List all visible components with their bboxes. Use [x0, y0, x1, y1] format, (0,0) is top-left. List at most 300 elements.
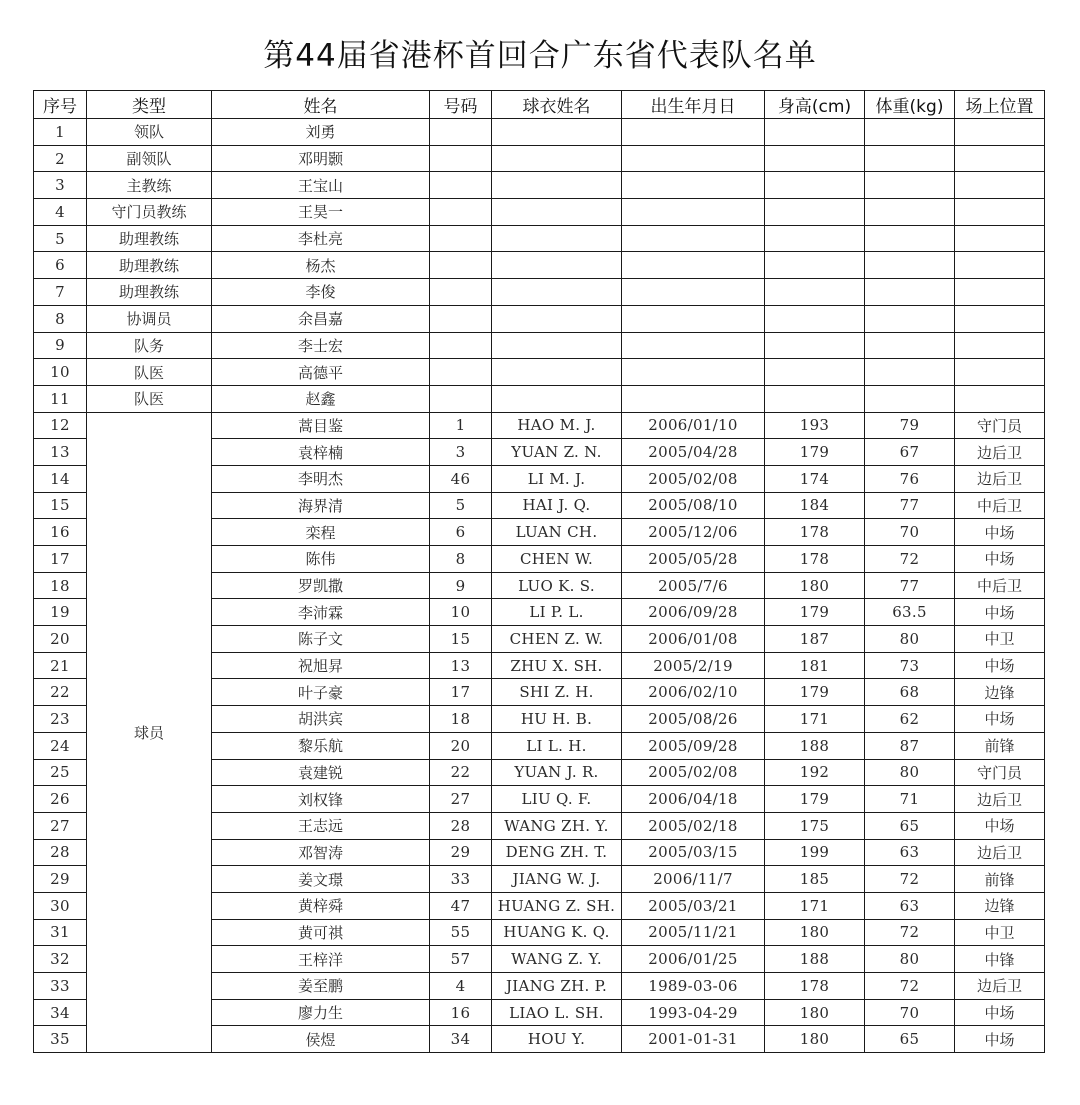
- player-weight: 63.5: [865, 599, 955, 626]
- player-name: 侯煜: [212, 1026, 430, 1053]
- player-weight: 76: [865, 465, 955, 492]
- player-shirt-name: LI M. J.: [492, 465, 622, 492]
- player-number: 13: [430, 652, 492, 679]
- staff-type: 协调员: [87, 305, 212, 332]
- empty-cell: [765, 145, 865, 172]
- player-position: 前锋: [955, 732, 1045, 759]
- player-number: 9: [430, 572, 492, 599]
- staff-type: 主教练: [87, 172, 212, 199]
- player-dob: 2005/05/28: [622, 546, 765, 573]
- empty-cell: [492, 279, 622, 306]
- player-position: 边后卫: [955, 465, 1045, 492]
- row-index: 22: [34, 679, 87, 706]
- staff-type: 队医: [87, 385, 212, 412]
- player-name: 袁建锐: [212, 759, 430, 786]
- row-index: 31: [34, 919, 87, 946]
- empty-cell: [430, 172, 492, 199]
- player-weight: 65: [865, 1026, 955, 1053]
- empty-cell: [492, 172, 622, 199]
- player-weight: 63: [865, 892, 955, 919]
- row-index: 32: [34, 946, 87, 973]
- player-position: 中后卫: [955, 572, 1045, 599]
- row-index: 4: [34, 199, 87, 226]
- empty-cell: [865, 199, 955, 226]
- player-height: 171: [765, 892, 865, 919]
- player-position: 中场: [955, 812, 1045, 839]
- player-number: 5: [430, 492, 492, 519]
- player-number: 17: [430, 679, 492, 706]
- player-dob: 2005/02/08: [622, 759, 765, 786]
- empty-cell: [865, 305, 955, 332]
- empty-cell: [430, 119, 492, 146]
- player-number: 57: [430, 946, 492, 973]
- player-dob: 1989-03-06: [622, 973, 765, 1000]
- player-shirt-name: LI P. L.: [492, 599, 622, 626]
- player-height: 180: [765, 919, 865, 946]
- col-header-name: 姓名: [212, 91, 430, 119]
- staff-type: 副领队: [87, 145, 212, 172]
- row-index: 12: [34, 412, 87, 439]
- empty-cell: [955, 385, 1045, 412]
- player-dob: 2006/02/10: [622, 679, 765, 706]
- player-weight: 77: [865, 492, 955, 519]
- player-weight: 67: [865, 439, 955, 466]
- player-shirt-name: DENG ZH. T.: [492, 839, 622, 866]
- header-row: [34, 91, 1045, 119]
- empty-cell: [492, 305, 622, 332]
- player-shirt-name: HUANG K. Q.: [492, 919, 622, 946]
- player-number: 27: [430, 786, 492, 813]
- empty-cell: [492, 119, 622, 146]
- player-shirt-name: HOU Y.: [492, 1026, 622, 1053]
- empty-cell: [955, 119, 1045, 146]
- row-index: 5: [34, 225, 87, 252]
- staff-row: [34, 305, 1045, 332]
- player-position: 中场: [955, 706, 1045, 733]
- empty-cell: [430, 385, 492, 412]
- player-shirt-name: JIANG ZH. P.: [492, 973, 622, 1000]
- player-name: 栾程: [212, 519, 430, 546]
- player-number: 6: [430, 519, 492, 546]
- col-header-number: 号码: [430, 91, 492, 119]
- staff-row: [34, 225, 1045, 252]
- empty-cell: [955, 145, 1045, 172]
- player-height: 179: [765, 439, 865, 466]
- empty-cell: [430, 305, 492, 332]
- row-index: 2: [34, 145, 87, 172]
- empty-cell: [955, 172, 1045, 199]
- player-height: 188: [765, 946, 865, 973]
- page-title: 第44届省港杯首回合广东省代表队名单: [263, 38, 817, 74]
- col-header-shirt-name: 球衣姓名: [492, 91, 622, 119]
- player-number: 18: [430, 706, 492, 733]
- player-position: 中场: [955, 652, 1045, 679]
- empty-cell: [865, 172, 955, 199]
- player-dob: 2005/09/28: [622, 732, 765, 759]
- staff-row: [34, 332, 1045, 359]
- player-shirt-name: LUAN CH.: [492, 519, 622, 546]
- empty-cell: [765, 332, 865, 359]
- player-height: 179: [765, 786, 865, 813]
- empty-cell: [430, 199, 492, 226]
- staff-type: 队医: [87, 359, 212, 386]
- player-position: 守门员: [955, 759, 1045, 786]
- staff-type: 助理教练: [87, 252, 212, 279]
- player-position: 前锋: [955, 866, 1045, 893]
- player-height: 185: [765, 866, 865, 893]
- player-height: 178: [765, 546, 865, 573]
- row-index: 26: [34, 786, 87, 813]
- player-height: 181: [765, 652, 865, 679]
- player-height: 187: [765, 626, 865, 653]
- empty-cell: [865, 385, 955, 412]
- player-height: 199: [765, 839, 865, 866]
- player-number: 28: [430, 812, 492, 839]
- player-row: [34, 412, 1045, 439]
- empty-cell: [430, 252, 492, 279]
- staff-name: 王宝山: [212, 172, 430, 199]
- player-number: 29: [430, 839, 492, 866]
- row-index: 29: [34, 866, 87, 893]
- empty-cell: [492, 199, 622, 226]
- staff-name: 刘勇: [212, 119, 430, 146]
- player-dob: 2006/11/7: [622, 866, 765, 893]
- player-name: 陈子文: [212, 626, 430, 653]
- empty-cell: [955, 332, 1045, 359]
- player-dob: 2006/09/28: [622, 599, 765, 626]
- player-number: 20: [430, 732, 492, 759]
- player-number: 46: [430, 465, 492, 492]
- empty-cell: [622, 359, 765, 386]
- player-name: 蒿目鉴: [212, 412, 430, 439]
- roster-body: [34, 119, 1045, 1053]
- empty-cell: [430, 145, 492, 172]
- empty-cell: [622, 119, 765, 146]
- empty-cell: [430, 359, 492, 386]
- empty-cell: [492, 359, 622, 386]
- staff-type: 领队: [87, 119, 212, 146]
- empty-cell: [765, 252, 865, 279]
- staff-row: [34, 252, 1045, 279]
- empty-cell: [765, 305, 865, 332]
- player-height: 193: [765, 412, 865, 439]
- roster-table: [33, 90, 1045, 1053]
- col-header-dob: 出生年月日: [622, 91, 765, 119]
- empty-cell: [622, 305, 765, 332]
- player-position: 中场: [955, 546, 1045, 573]
- player-dob: 2005/04/28: [622, 439, 765, 466]
- player-position: 边后卫: [955, 786, 1045, 813]
- empty-cell: [955, 252, 1045, 279]
- player-number: 10: [430, 599, 492, 626]
- player-position: 边后卫: [955, 439, 1045, 466]
- staff-name: 李士宏: [212, 332, 430, 359]
- empty-cell: [865, 145, 955, 172]
- player-name: 王梓洋: [212, 946, 430, 973]
- player-shirt-name: HUANG Z. SH.: [492, 892, 622, 919]
- row-index: 18: [34, 572, 87, 599]
- player-weight: 80: [865, 759, 955, 786]
- player-dob: 2006/01/25: [622, 946, 765, 973]
- player-weight: 72: [865, 919, 955, 946]
- player-number: 8: [430, 546, 492, 573]
- player-position: 中卫: [955, 626, 1045, 653]
- player-shirt-name: YUAN J. R.: [492, 759, 622, 786]
- row-index: 3: [34, 172, 87, 199]
- player-dob: 2005/12/06: [622, 519, 765, 546]
- staff-type: 助理教练: [87, 279, 212, 306]
- empty-cell: [955, 199, 1045, 226]
- row-index: 20: [34, 626, 87, 653]
- player-number: 4: [430, 973, 492, 1000]
- player-weight: 77: [865, 572, 955, 599]
- player-weight: 70: [865, 519, 955, 546]
- row-index: 23: [34, 706, 87, 733]
- player-name: 姜至鹏: [212, 973, 430, 1000]
- staff-row: [34, 199, 1045, 226]
- empty-cell: [492, 385, 622, 412]
- player-weight: 71: [865, 786, 955, 813]
- row-index: 9: [34, 332, 87, 359]
- player-shirt-name: WANG Z. Y.: [492, 946, 622, 973]
- player-height: 180: [765, 572, 865, 599]
- player-name: 李明杰: [212, 465, 430, 492]
- player-name: 李沛霖: [212, 599, 430, 626]
- player-height: 192: [765, 759, 865, 786]
- empty-cell: [955, 225, 1045, 252]
- player-dob: 2005/11/21: [622, 919, 765, 946]
- player-name: 刘权锋: [212, 786, 430, 813]
- empty-cell: [765, 172, 865, 199]
- empty-cell: [765, 359, 865, 386]
- player-height: 179: [765, 599, 865, 626]
- staff-name: 李俊: [212, 279, 430, 306]
- staff-type: 队务: [87, 332, 212, 359]
- player-shirt-name: SHI Z. H.: [492, 679, 622, 706]
- staff-name: 李杜亮: [212, 225, 430, 252]
- player-shirt-name: ZHU X. SH.: [492, 652, 622, 679]
- player-height: 178: [765, 519, 865, 546]
- player-weight: 72: [865, 866, 955, 893]
- player-number: 3: [430, 439, 492, 466]
- row-index: 27: [34, 812, 87, 839]
- player-weight: 68: [865, 679, 955, 706]
- row-index: 14: [34, 465, 87, 492]
- col-header-height: 身高(cm): [765, 91, 865, 119]
- player-dob: 2001-01-31: [622, 1026, 765, 1053]
- player-weight: 65: [865, 812, 955, 839]
- row-index: 24: [34, 732, 87, 759]
- empty-cell: [955, 305, 1045, 332]
- row-index: 17: [34, 546, 87, 573]
- player-shirt-name: HAI J. Q.: [492, 492, 622, 519]
- staff-type: 守门员教练: [87, 199, 212, 226]
- player-dob: 2005/02/08: [622, 465, 765, 492]
- player-position: 边锋: [955, 679, 1045, 706]
- player-dob: 2005/03/15: [622, 839, 765, 866]
- player-name: 黄梓舜: [212, 892, 430, 919]
- player-shirt-name: HAO M. J.: [492, 412, 622, 439]
- player-position: 边后卫: [955, 973, 1045, 1000]
- player-position: 边后卫: [955, 839, 1045, 866]
- player-shirt-name: LI L. H.: [492, 732, 622, 759]
- row-index: 19: [34, 599, 87, 626]
- player-shirt-name: CHEN W.: [492, 546, 622, 573]
- player-dob: 2005/03/21: [622, 892, 765, 919]
- empty-cell: [492, 145, 622, 172]
- player-dob: 2005/2/19: [622, 652, 765, 679]
- player-position: 中场: [955, 999, 1045, 1026]
- empty-cell: [955, 359, 1045, 386]
- player-height: 188: [765, 732, 865, 759]
- staff-name: 高德平: [212, 359, 430, 386]
- player-height: 184: [765, 492, 865, 519]
- player-dob: 2006/04/18: [622, 786, 765, 813]
- row-index: 34: [34, 999, 87, 1026]
- staff-row: [34, 359, 1045, 386]
- player-height: 171: [765, 706, 865, 733]
- empty-cell: [865, 225, 955, 252]
- staff-name: 邓明颢: [212, 145, 430, 172]
- empty-cell: [765, 385, 865, 412]
- player-weight: 87: [865, 732, 955, 759]
- empty-cell: [430, 279, 492, 306]
- player-weight: 73: [865, 652, 955, 679]
- empty-cell: [865, 119, 955, 146]
- player-name: 祝旭昇: [212, 652, 430, 679]
- player-shirt-name: YUAN Z. N.: [492, 439, 622, 466]
- col-header-type: 类型: [87, 91, 212, 119]
- col-header-position: 场上位置: [955, 91, 1045, 119]
- player-height: 179: [765, 679, 865, 706]
- staff-row: [34, 119, 1045, 146]
- row-index: 35: [34, 1026, 87, 1053]
- empty-cell: [622, 225, 765, 252]
- player-height: 175: [765, 812, 865, 839]
- player-name: 王志远: [212, 812, 430, 839]
- player-position: 中场: [955, 599, 1045, 626]
- staff-name: 王昊一: [212, 199, 430, 226]
- empty-cell: [765, 225, 865, 252]
- player-dob: 2006/01/10: [622, 412, 765, 439]
- empty-cell: [765, 199, 865, 226]
- player-number: 33: [430, 866, 492, 893]
- player-shirt-name: WANG ZH. Y.: [492, 812, 622, 839]
- staff-row: [34, 172, 1045, 199]
- player-position: 中锋: [955, 946, 1045, 973]
- empty-cell: [865, 359, 955, 386]
- col-header-weight: 体重(kg): [865, 91, 955, 119]
- row-index: 30: [34, 892, 87, 919]
- row-index: 7: [34, 279, 87, 306]
- player-weight: 63: [865, 839, 955, 866]
- row-index: 11: [34, 385, 87, 412]
- player-position: 中场: [955, 1026, 1045, 1053]
- row-index: 10: [34, 359, 87, 386]
- row-index: 1: [34, 119, 87, 146]
- empty-cell: [765, 119, 865, 146]
- player-name: 袁梓楠: [212, 439, 430, 466]
- player-number: 15: [430, 626, 492, 653]
- player-name: 黎乐航: [212, 732, 430, 759]
- empty-cell: [765, 279, 865, 306]
- player-number: 22: [430, 759, 492, 786]
- player-weight: 72: [865, 546, 955, 573]
- staff-name: 余昌嘉: [212, 305, 430, 332]
- staff-row: [34, 145, 1045, 172]
- player-shirt-name: LUO K. S.: [492, 572, 622, 599]
- player-weight: 80: [865, 626, 955, 653]
- player-height: 174: [765, 465, 865, 492]
- empty-cell: [622, 279, 765, 306]
- staff-name: 赵鑫: [212, 385, 430, 412]
- empty-cell: [492, 332, 622, 359]
- staff-row: [34, 385, 1045, 412]
- player-dob: 2006/01/08: [622, 626, 765, 653]
- players-type-merged: 球员: [87, 412, 212, 1053]
- player-weight: 72: [865, 973, 955, 1000]
- player-number: 16: [430, 999, 492, 1026]
- player-name: 陈伟: [212, 546, 430, 573]
- player-shirt-name: LIU Q. F.: [492, 786, 622, 813]
- empty-cell: [622, 385, 765, 412]
- empty-cell: [622, 252, 765, 279]
- empty-cell: [622, 145, 765, 172]
- row-index: 15: [34, 492, 87, 519]
- player-name: 胡洪宾: [212, 706, 430, 733]
- empty-cell: [955, 279, 1045, 306]
- player-name: 叶子豪: [212, 679, 430, 706]
- player-dob: 2005/08/10: [622, 492, 765, 519]
- player-shirt-name: JIANG W. J.: [492, 866, 622, 893]
- player-name: 廖力生: [212, 999, 430, 1026]
- player-name: 海界清: [212, 492, 430, 519]
- empty-cell: [865, 279, 955, 306]
- empty-cell: [492, 252, 622, 279]
- staff-row: [34, 279, 1045, 306]
- player-height: 180: [765, 999, 865, 1026]
- empty-cell: [492, 225, 622, 252]
- empty-cell: [430, 225, 492, 252]
- player-position: 边锋: [955, 892, 1045, 919]
- player-shirt-name: CHEN Z. W.: [492, 626, 622, 653]
- player-dob: 2005/7/6: [622, 572, 765, 599]
- player-dob: 2005/02/18: [622, 812, 765, 839]
- player-number: 55: [430, 919, 492, 946]
- player-dob: 2005/08/26: [622, 706, 765, 733]
- row-index: 33: [34, 973, 87, 1000]
- row-index: 6: [34, 252, 87, 279]
- player-position: 守门员: [955, 412, 1045, 439]
- empty-cell: [622, 199, 765, 226]
- staff-name: 杨杰: [212, 252, 430, 279]
- player-name: 黄可祺: [212, 919, 430, 946]
- player-name: 姜文璟: [212, 866, 430, 893]
- player-height: 180: [765, 1026, 865, 1053]
- player-position: 中卫: [955, 919, 1045, 946]
- row-index: 25: [34, 759, 87, 786]
- player-shirt-name: LIAO L. SH.: [492, 999, 622, 1026]
- row-index: 16: [34, 519, 87, 546]
- row-index: 8: [34, 305, 87, 332]
- player-position: 中场: [955, 519, 1045, 546]
- col-header-index: 序号: [34, 91, 87, 119]
- row-index: 21: [34, 652, 87, 679]
- player-shirt-name: HU H. B.: [492, 706, 622, 733]
- player-number: 34: [430, 1026, 492, 1053]
- player-weight: 70: [865, 999, 955, 1026]
- player-position: 中后卫: [955, 492, 1045, 519]
